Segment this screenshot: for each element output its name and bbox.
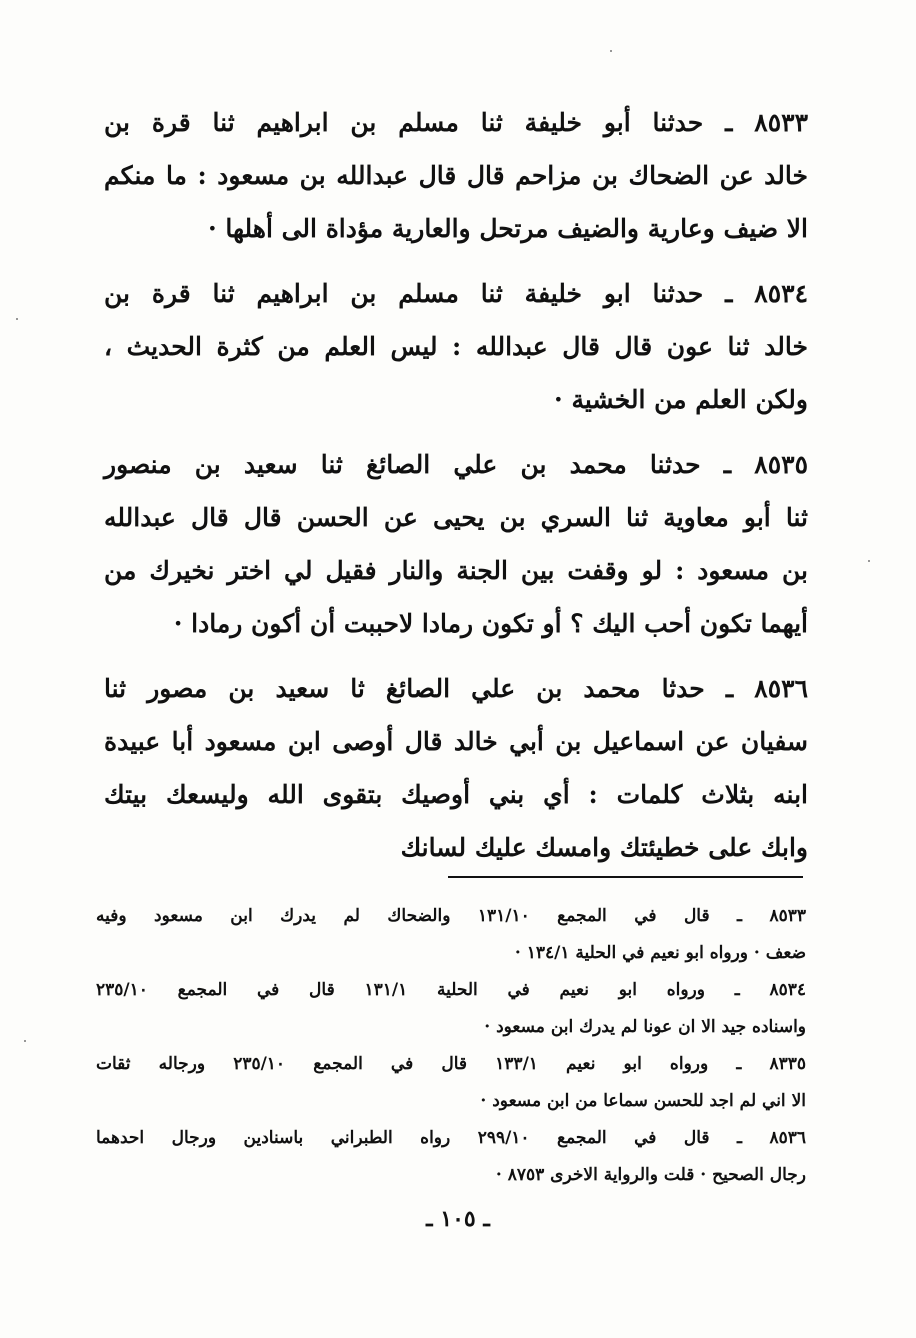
text-line: ولكن العلم من الخشية · — [554, 385, 808, 414]
footnote-line: واسناده جيد الا ان عونا لم يدرك ابن مسعود · — [484, 1017, 806, 1037]
main-text — [104, 96, 808, 886]
footnote-line: ضعف · ورواه ابو نعيم في الحلية ١٣٤/١ · — [514, 943, 806, 963]
scan-speck — [868, 560, 870, 562]
hadith-8536 — [104, 662, 808, 874]
footnote-line: ٨٣٣٥ ـ ورواه ابو نعيم ١٣٣/١ قال في المجمع ٢٣٥/١٠ ورجاله ثقات — [96, 1054, 806, 1074]
text-line: ٨٥٣٤ ـ حدثنا ابو خليفة ثنا مسلم بن ابراهيم ثنا قرة بن — [104, 279, 808, 308]
scan-speck — [16, 318, 18, 320]
footnote-divider — [448, 876, 803, 878]
text-line: ثنا أبو معاوية ثنا السري بن يحيى عن الحسن قال قال عبدالله — [104, 503, 808, 532]
footnote-line: ٨٥٣٦ ـ قال في المجمع ٢٩٩/١٠ رواه الطبراني باسنادين ورجال احدهما — [96, 1128, 806, 1148]
footnote-line: رجال الصحيح · قلت والرواية الاخرى ٨٧٥٣ · — [495, 1165, 806, 1185]
text-line: ٨٥٣٣ ـ حدثنا أبو خليفة ثنا مسلم بن ابراهيم ثنا قرة بن — [104, 108, 808, 137]
scan-speck — [24, 1040, 26, 1042]
text-line: ٨٥٣٦ ـ حدثا محمد بن علي الصائغ ثا سعيد بن مصور ثنا — [104, 674, 808, 703]
text-line: خالد عن الضحاك بن مزاحم قال قال عبدالله بن مسعود : ما منكم — [104, 161, 808, 190]
text-line: بن مسعود : لو وقفت بين الجنة والنار فقيل لي اختر نخيرك من — [104, 556, 808, 585]
hadith-8535 — [104, 438, 808, 650]
footnote-line: ٨٥٣٣ ـ قال في المجمع ١٣١/١٠ والضحاك لم يدرك ابن مسعود وفيه — [96, 906, 807, 926]
footnotes — [96, 898, 806, 1194]
text-line: أيهما تكون أحب اليك ؟ أو تكون رمادا لاحببت أن أكون رمادا · — [173, 609, 808, 638]
text-line: ٨٥٣٥ ـ حدثنا محمد بن علي الصائغ ثنا سعيد بن منصور — [104, 450, 808, 479]
hadith-8534 — [104, 267, 808, 426]
text-line: ابنه بثلاث كلمات : أي بني أوصيك بتقوى الله وليسعك بيتك — [104, 780, 808, 809]
text-line: سفيان عن اسماعيل بن أبي خالد قال أوصى ابن مسعود أبا عبيدة — [104, 727, 808, 756]
text-line: وابك على خطيئتك وامسك عليك لسانك — [400, 833, 808, 862]
hadith-8533 — [104, 96, 808, 255]
footnote-line: الا اني لم اجد للحسن سماعا من ابن مسعود · — [480, 1091, 806, 1111]
footnote-line: ٨٥٣٤ ـ ورواه ابو نعيم في الحلية ١٣١/١ قال في المجمع ٢٣٥/١٠ — [96, 980, 807, 1000]
scan-speck — [610, 50, 612, 52]
page-number: ـ ١٠٥ ـ — [426, 1206, 490, 1232]
text-line: خالد ثنا عون قال قال عبدالله : ليس العلم من كثرة الحديث ، — [104, 332, 808, 361]
text-line: الا ضيف وعارية والضيف مرتحل والعارية مؤداة الى أهلها · — [207, 214, 808, 243]
